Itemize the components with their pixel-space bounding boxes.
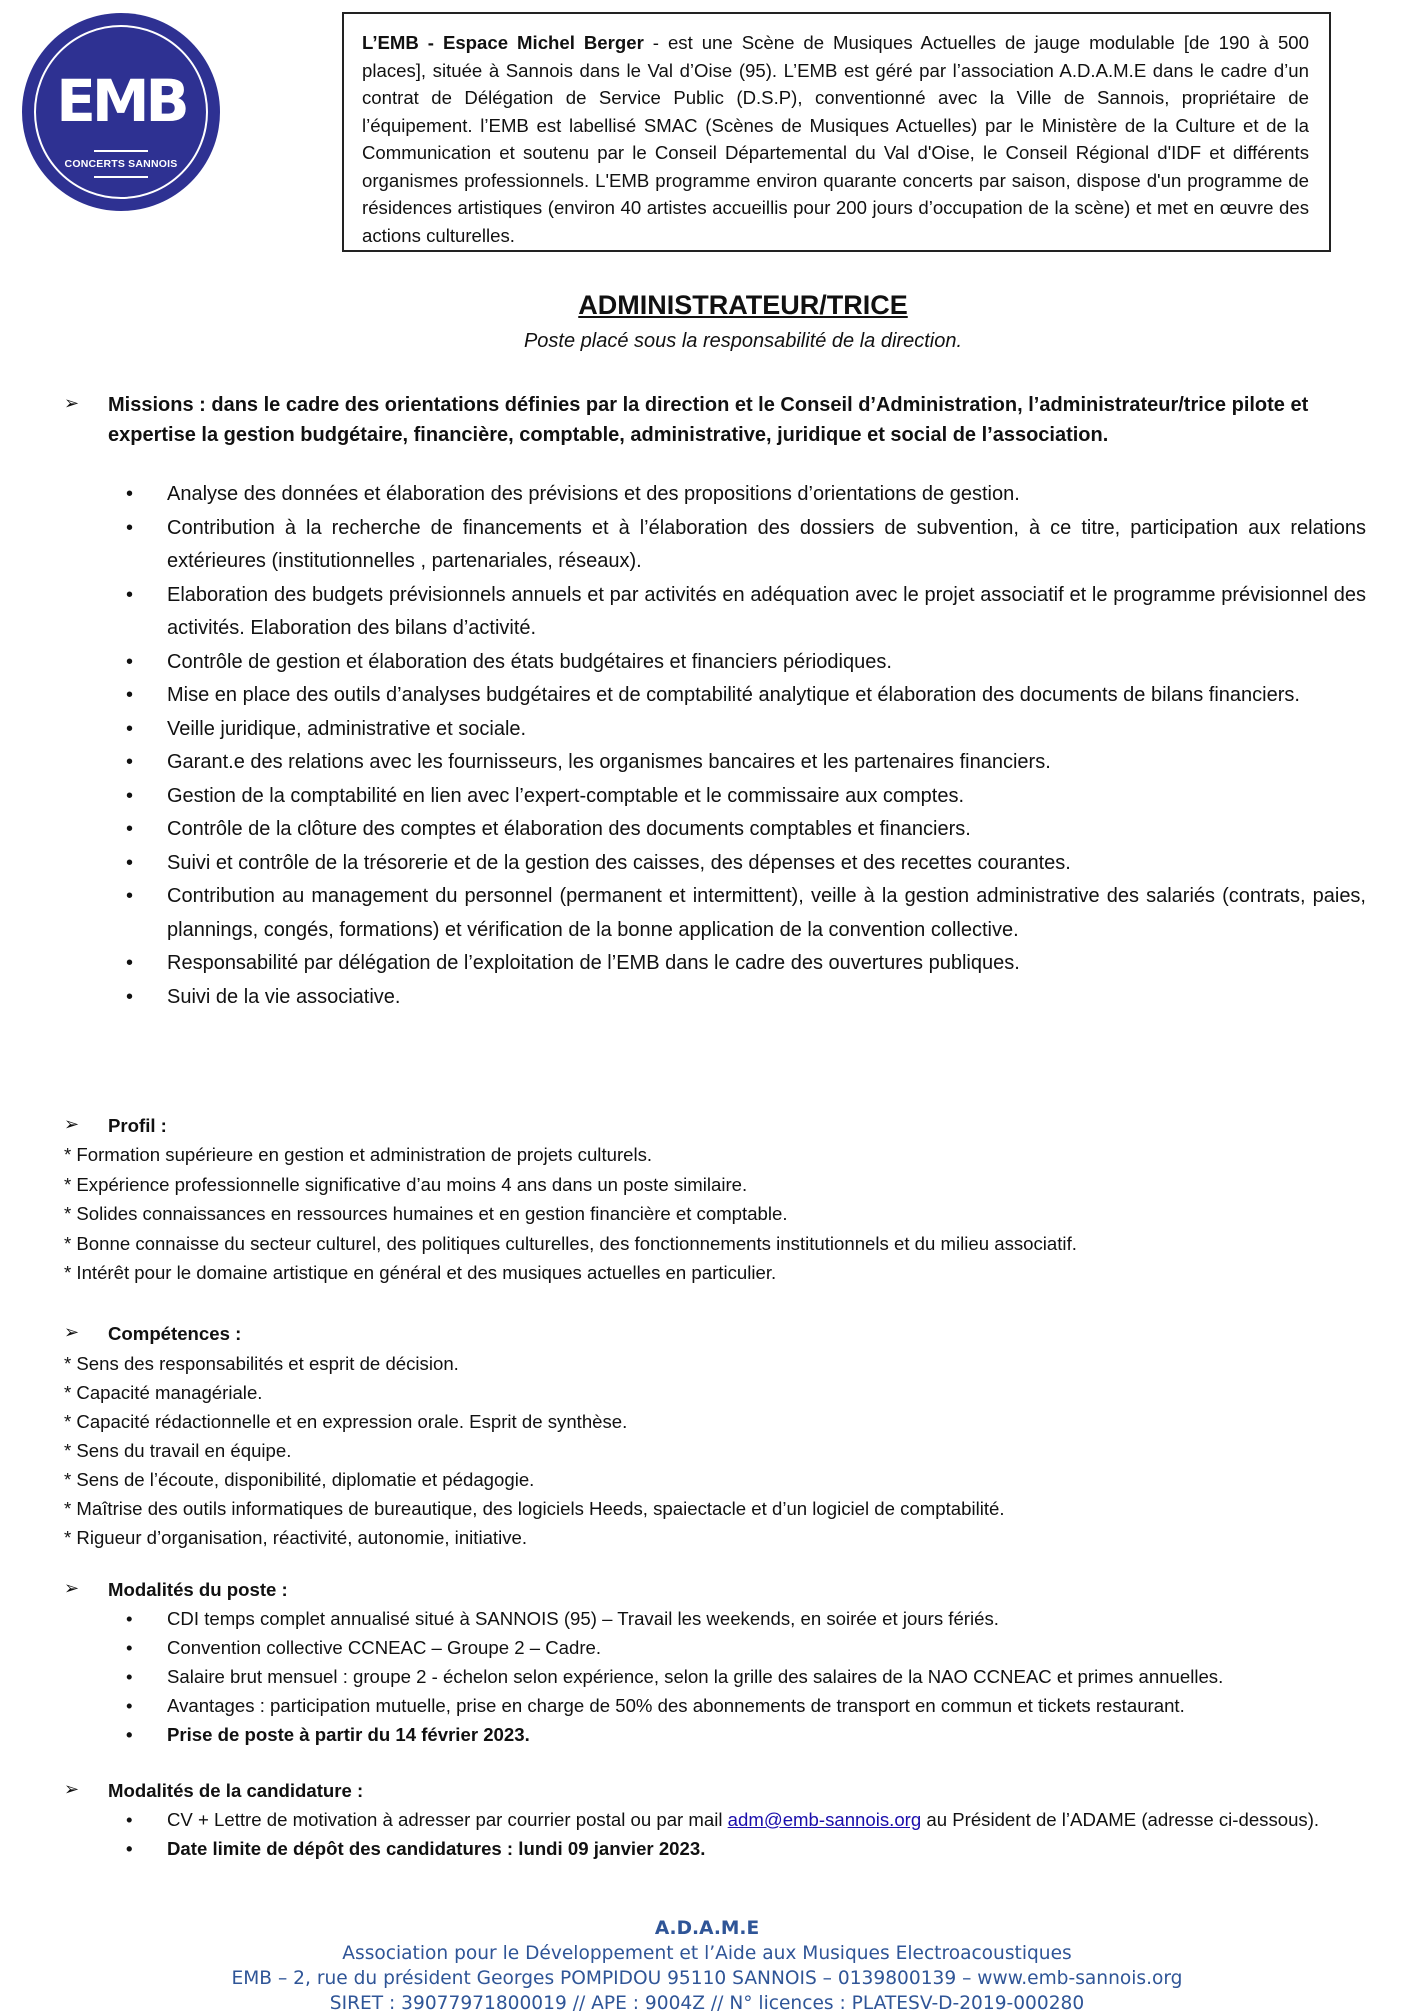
bullet-icon: •: [126, 516, 134, 539]
arrow-bullet-icon: ➢: [64, 393, 80, 413]
bullet-icon: •: [126, 818, 134, 840]
bullet-icon: •: [126, 1809, 133, 1830]
intro-text: - est une Scène de Musiques Actuelles de jauge modulable [de 190 à 500 places], située à Sannois dans le Val d’Oise (95). L’EMB est géré par l’association A.D.A.M.E dans le cadre d’un contrat de Délégation de Service Public (D.S.P), conventionné avec la Ville de Sannois, propriétaire de l’équipement. l’EMB est labellisé SMAC (Scènes de Musiques Actuelles) par le Ministère de la Culture et de la Communication et soutenu par le Conseil Départemental du Val d'Oise, le Conseil Régional d'IDF et différents organismes professionnels. L'EMB programme environ quarante concerts par saison, dispose d'un programme de résidences artistiques (environ 40 artistes accueillis pour 200 jours d’occupation de la scène) et met en œuvre des actions culturelles.: [362, 32, 1309, 246]
candidature-list: [34, 1805, 1366, 1863]
footer: [0, 1916, 1414, 2016]
list-item: • Avantages : participation mutuelle, prise en charge de 50% des abonnements de transport en commun et tickets restaurant.: [34, 1691, 1366, 1720]
arrow-bullet-icon: ➢: [64, 1114, 80, 1134]
bullet-icon: •: [126, 1724, 133, 1745]
competences-heading: Compétences :: [108, 1323, 242, 1344]
list-item: * Capacité rédactionnelle et en expression orale. Esprit de synthèse.: [64, 1411, 628, 1432]
list-item: • Gestion de la comptabilité en lien avec l’expert-comptable et le commissaire aux comptes.: [34, 780, 1366, 814]
list-item: * Sens du travail en équipe.: [64, 1440, 292, 1461]
logo-bar-bottom: [94, 176, 148, 178]
list-item: • Analyse des données et élaboration des prévisions et des propositions d’orientations de gestion.: [34, 478, 1366, 512]
profil-heading: Profil :: [108, 1115, 167, 1136]
candidature-heading: Modalités de la candidature :: [108, 1780, 364, 1801]
competences-list: [64, 1349, 1374, 1552]
footer-org: A.D.A.M.E: [654, 1918, 760, 1939]
list-item: * Intérêt pour le domaine artistique en général et des musiques actuelles en particulier.: [64, 1262, 777, 1283]
arrow-bullet-icon: ➢: [64, 1578, 80, 1598]
list-item: • Prise de poste à partir du 14 février 2023.: [34, 1720, 1366, 1749]
footer-address: EMB – 2, rue du président Georges POMPIDOU 95110 SANNOIS – 0139800139 – www.emb-sannois.org: [231, 1968, 1183, 1989]
profil-list: [64, 1140, 1374, 1288]
list-item: * Sens de l’écoute, disponibilité, diplomatie et pédagogie.: [64, 1469, 535, 1490]
competences-section: [64, 1320, 1366, 1348]
arrow-bullet-icon: ➢: [64, 1779, 80, 1799]
missions-section: [64, 390, 1366, 1014]
list-item: • Contribution au management du personnel (permanent et intermittent), veille à la gestion administrative des salariés (contrats, paies, plannings, congés, formations) et vérification de la bonne application de la convention collective.: [34, 880, 1366, 947]
bullet-icon: •: [126, 1838, 133, 1859]
bullet-icon: •: [126, 952, 134, 974]
arrow-bullet-icon: ➢: [64, 1322, 80, 1342]
emb-logo: [22, 13, 220, 211]
list-item: * Formation supérieure en gestion et administration de projets culturels.: [64, 1144, 653, 1165]
logo-subtitle: CONCERTS SANNOIS: [64, 158, 178, 170]
bullet-icon: •: [126, 650, 134, 673]
intro-lead: L’EMB - Espace Michel Berger: [362, 32, 644, 53]
candidature-section: [64, 1777, 1366, 1863]
bullet-icon: •: [126, 1695, 133, 1716]
bullet-icon: •: [126, 885, 134, 907]
footer-full-name: Association pour le Développement et l’Aide aux Musiques Electroacoustiques: [342, 1943, 1072, 1964]
list-item: • Contribution à la recherche de financements et à l’élaboration des dossiers de subvention, à ce titre, participation aux relations extérieures (institutionnelles , partenariales, réseaux).: [34, 512, 1366, 579]
bullet-icon: •: [126, 985, 134, 1008]
bullet-icon: •: [126, 684, 134, 706]
page-title: ADMINISTRATEUR/TRICE: [578, 290, 908, 320]
list-item: • Salaire brut mensuel : groupe 2 - échelon selon expérience, selon la grille des salaires de la NAO CCNEAC et primes annuelles.: [34, 1662, 1366, 1691]
bullet-icon: •: [126, 1608, 133, 1629]
bullet-icon: •: [126, 483, 134, 505]
bullet-icon: •: [126, 1666, 133, 1687]
list-item: * Solides connaissances en ressources humaines et en gestion financière et comptable.: [64, 1203, 788, 1224]
bullet-icon: •: [126, 751, 134, 773]
list-item: * Expérience professionnelle significative d’au moins 4 ans dans un poste similaire.: [64, 1173, 748, 1195]
list-item: • Mise en place des outils d’analyses budgétaires et de comptabilité analytique et élaboration des documents de bilans financiers.: [34, 679, 1366, 713]
intro-box: [342, 12, 1331, 252]
logo-bar-top: [94, 150, 148, 152]
list-item: * Maîtrise des outils informatiques de bureautique, des logiciels Heeds, spaiectacle et d’un logiciel de comptabilité.: [64, 1498, 1005, 1519]
list-item: * Bonne connaisse du secteur culturel, des politiques culturelles, des fonctionnements institutionnels et du milieu associatif.: [64, 1232, 1077, 1254]
modalites-poste-section: [64, 1576, 1366, 1749]
logo-mark: EMB: [56, 67, 186, 135]
bullet-icon: •: [126, 717, 134, 740]
list-item: * Capacité managériale.: [64, 1382, 263, 1403]
missions-list: [34, 478, 1366, 1014]
missions-heading: Missions : dans le cadre des orientations définies par la direction et le Conseil d’Administration, l’administrateur/trice pilote et expertise la gestion budgétaire, financière, comptable, administrative, juridique et social de l’association.: [108, 394, 1309, 446]
list-item: * Sens des responsabilités et esprit de décision.: [64, 1353, 459, 1374]
list-item: * Rigueur d’organisation, réactivité, autonomie, initiative.: [64, 1527, 528, 1548]
list-item: • Veille juridique, administrative et sociale.: [34, 713, 1366, 747]
list-item: • Contrôle de la clôture des comptes et élaboration des documents comptables et financiers.: [34, 813, 1366, 847]
list-item: • Suivi et contrôle de la trésorerie et de la gestion des caisses, des dépenses et des recettes courantes.: [34, 847, 1366, 881]
modalites-poste-heading: Modalités du poste :: [108, 1579, 288, 1600]
list-item: • CV + Lettre de motivation à adresser par courrier postal ou par mail adm@emb-sannois.org au Président de l’ADAME (adresse ci-dessous).: [34, 1805, 1366, 1834]
email-link[interactable]: adm@emb-sannois.org: [727, 1809, 922, 1830]
bullet-icon: •: [126, 784, 134, 807]
list-item: • Suivi de la vie associative.: [34, 981, 1366, 1015]
list-item: • Convention collective CCNEAC – Groupe 2 – Cadre.: [34, 1633, 1366, 1662]
list-item: • Elaboration des budgets prévisionnels annuels et par activités en adéquation avec le projet associatif et le programme prévisionnel des activités. Elaboration des bilans d’activité.: [34, 579, 1366, 646]
list-item: • Garant.e des relations avec les fournisseurs, les organismes bancaires et les partenaires financiers.: [34, 746, 1366, 780]
bullet-icon: •: [126, 583, 134, 606]
footer-ids: SIRET : 39077971800019 // APE : 9004Z // N° licences : PLATESV-D-2019-000280: [329, 1993, 1085, 2014]
bullet-icon: •: [126, 1637, 133, 1658]
page-subtitle: Poste placé sous la responsabilité de la direction.: [523, 330, 963, 352]
modalites-poste-list: [34, 1604, 1366, 1749]
profil-section: [64, 1112, 1366, 1140]
list-item: • Date limite de dépôt des candidatures : lundi 09 janvier 2023.: [34, 1834, 1366, 1863]
list-item: • Contrôle de gestion et élaboration des états budgétaires et financiers périodiques.: [34, 646, 1366, 680]
bullet-icon: •: [126, 851, 134, 874]
list-item: • Responsabilité par délégation de l’exploitation de l’EMB dans le cadre des ouvertures publiques.: [34, 947, 1366, 981]
list-item: • CDI temps complet annualisé situé à SANNOIS (95) – Travail les weekends, en soirée et jours fériés.: [34, 1604, 1366, 1633]
